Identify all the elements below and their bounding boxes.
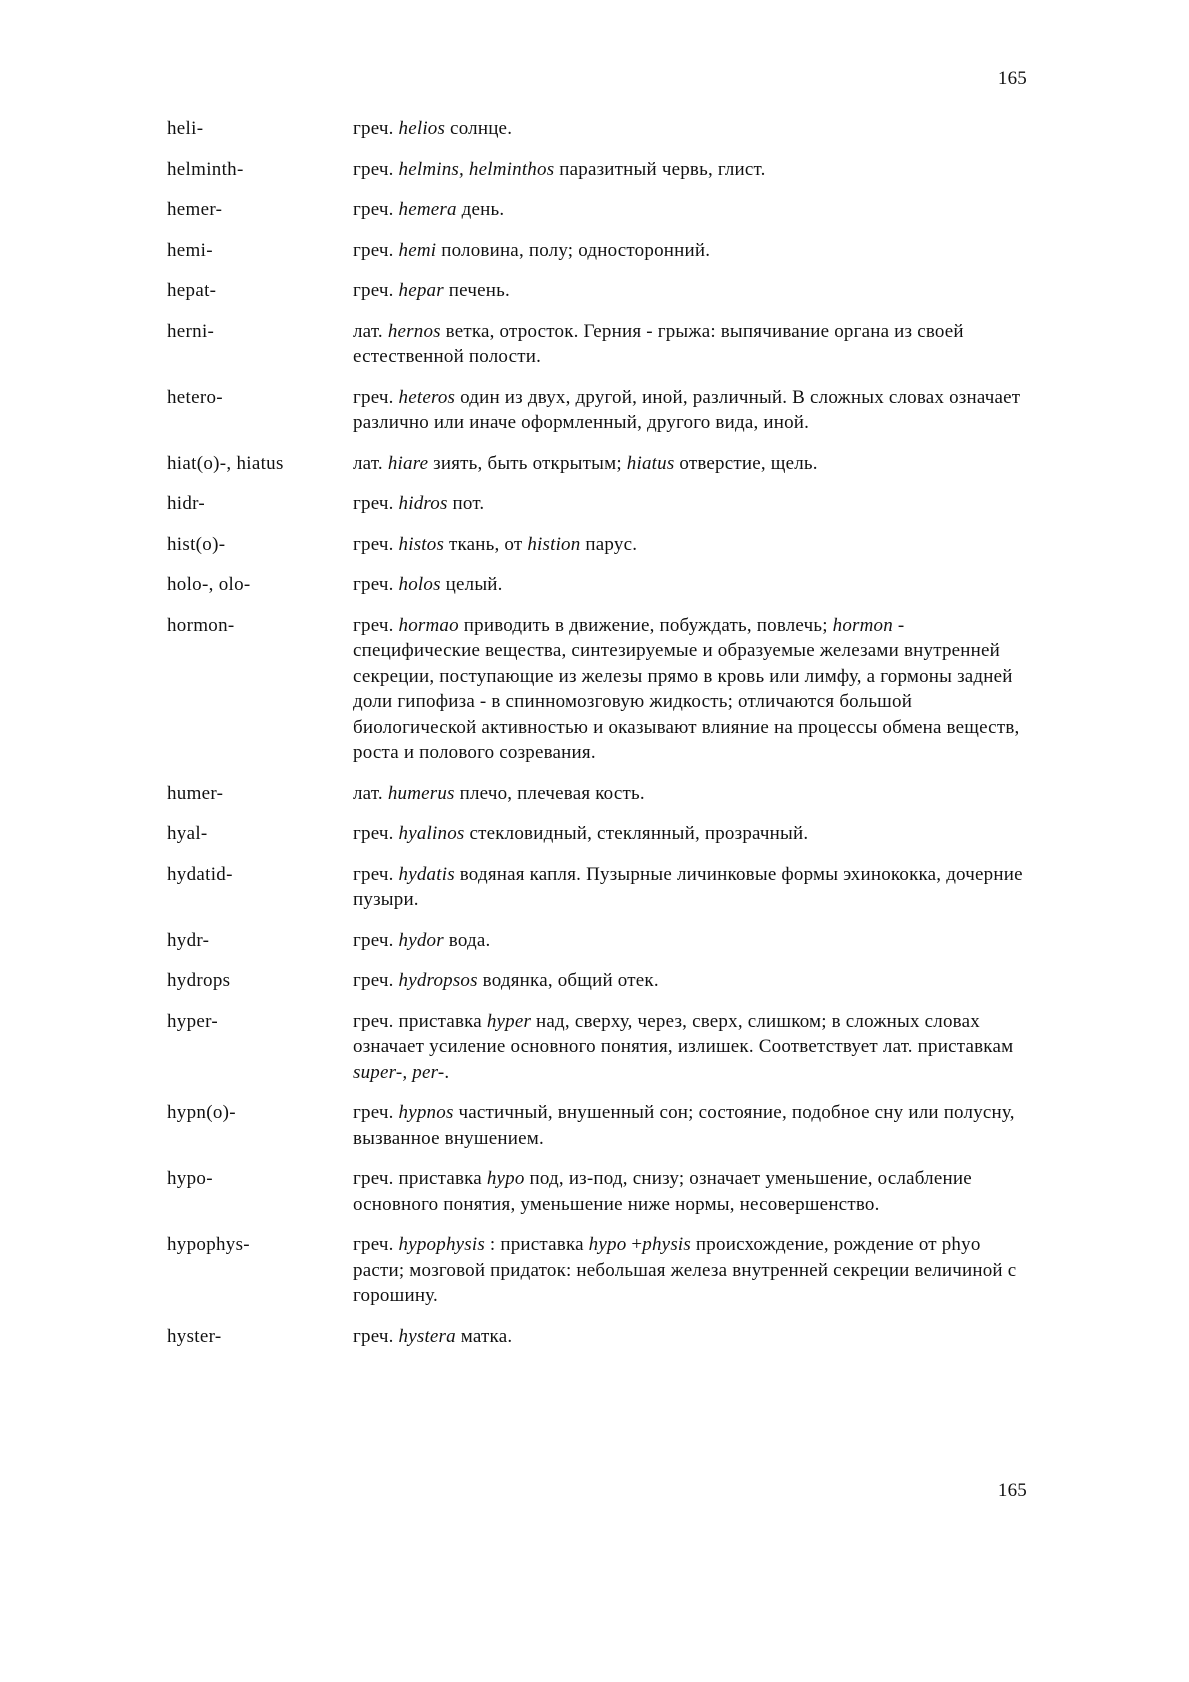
etymon-word: hydropsos bbox=[398, 970, 478, 991]
etymon-word: hydor bbox=[398, 929, 444, 951]
dictionary-entry bbox=[167, 385, 1027, 436]
definition-text: происхождение, рождение от phyo расти; мозговой придаток: небольшая железа внутренней секреции величиной с горошину. bbox=[353, 1234, 1017, 1306]
dictionary-entry bbox=[167, 928, 1027, 954]
entry-term: heli- bbox=[167, 118, 204, 139]
entry-definition bbox=[353, 1100, 1027, 1151]
entry-definition bbox=[353, 197, 1027, 223]
etymon-word: heteros bbox=[398, 386, 456, 408]
entry-term: hydatid- bbox=[167, 863, 233, 885]
dictionary-entry bbox=[167, 968, 1027, 994]
definition-text: греч. bbox=[353, 199, 399, 220]
definition-text: пот. bbox=[447, 493, 485, 514]
etymon-word: hernos bbox=[387, 320, 441, 342]
dictionary-entry bbox=[167, 821, 1027, 847]
dictionary-entry bbox=[167, 1100, 1027, 1151]
definition-text: - специфические вещества, синтезируемые и образуемые железами внутренней секреции, поступающие из железы прямо в кровь или лимфу, а гормоны задней доли гипофиза - в спинномозговую жидкость; отличаются большой биологической активностью и оказывают влияние на процессы обмена веществ, роста и полового созревания. bbox=[353, 614, 1020, 763]
definition-text: печень. bbox=[443, 280, 510, 301]
entry-definition bbox=[353, 1009, 1027, 1086]
entry-definition bbox=[353, 385, 1027, 436]
entry-term: hyper- bbox=[167, 1010, 219, 1032]
definition-text: один из двух, другой, иной, различный. В сложных словах означает различно или иначе оформленный, другого вида, иной. bbox=[353, 386, 1021, 433]
definition-text: над, сверху, через, сверх, слишком; в сложных словах означает усиление основного понятия, излишек. Соответствует лат. приставкам bbox=[353, 1010, 1014, 1057]
etymon-word: hidros bbox=[398, 493, 448, 514]
entry-term: hyal- bbox=[167, 823, 208, 844]
definition-text: греч. bbox=[353, 239, 399, 261]
definition-text: греч. bbox=[353, 1325, 399, 1347]
etymon-word: holos bbox=[398, 574, 441, 595]
entry-definition bbox=[353, 1324, 1027, 1350]
dictionary-entry bbox=[167, 532, 1027, 558]
dictionary-entry bbox=[167, 278, 1027, 304]
etymon-word: hormоп bbox=[832, 614, 893, 636]
etymon-word: hypnos bbox=[398, 1102, 454, 1123]
entry-term: hepat- bbox=[167, 280, 217, 301]
dictionary-entry bbox=[167, 781, 1027, 807]
entry-term: hydr- bbox=[167, 929, 210, 951]
entry-term: hemi- bbox=[167, 239, 213, 261]
definition-text: лат. bbox=[353, 320, 388, 342]
dictionary-entry bbox=[167, 862, 1027, 913]
definition-text: лат. bbox=[353, 782, 388, 804]
etymon-word: hypophysis bbox=[398, 1234, 485, 1255]
etymon-word: helmins, helminthos bbox=[398, 158, 555, 180]
etymon-word: humerus bbox=[387, 782, 455, 804]
dictionary-entry bbox=[167, 491, 1027, 517]
etymon-word: hormao bbox=[398, 614, 459, 636]
definition-text: вода. bbox=[443, 929, 491, 951]
entry-term: hemer- bbox=[167, 199, 223, 220]
dictionary-entry bbox=[167, 1232, 1027, 1309]
entry-definition bbox=[353, 278, 1027, 304]
entry-term: hiat(o)-, hiatus bbox=[167, 452, 284, 474]
definition-text: ткань, от bbox=[444, 533, 528, 555]
definition-text: греч. bbox=[353, 493, 399, 514]
definition-text: целый. bbox=[440, 574, 503, 595]
etymon-word: hypo bbox=[486, 1168, 525, 1189]
entry-definition bbox=[353, 319, 1027, 370]
entry-term: hydrops bbox=[167, 970, 231, 991]
definition-text: приводить в движение, побуждать, повлечь; bbox=[458, 614, 833, 636]
etymon-word: hepar bbox=[398, 280, 444, 301]
page-number-top: 165 bbox=[997, 68, 1027, 89]
entry-term: hidr- bbox=[167, 493, 206, 514]
dictionary-entry bbox=[167, 451, 1027, 477]
page-number-bottom: 165 bbox=[997, 1480, 1027, 1501]
entry-term: hypophys- bbox=[167, 1234, 250, 1255]
entry-definition bbox=[353, 821, 1027, 847]
definition-text: греч. bbox=[353, 1234, 399, 1255]
definition-text: греч. bbox=[353, 118, 399, 139]
definition-text: зиять, быть открытым; bbox=[428, 452, 627, 474]
etymon-word: hemera bbox=[398, 199, 457, 220]
definition-text: под, из-под, снизу; означает уменьшение, ослабление основного понятия, уменьшение ниже нормы, несовершенство. bbox=[353, 1168, 972, 1215]
dictionary-entry bbox=[167, 238, 1027, 264]
etymon-word: hyalinos bbox=[398, 823, 465, 844]
entry-term: hypn(o)- bbox=[167, 1102, 236, 1123]
definition-text: день. bbox=[456, 199, 505, 220]
entry-definition bbox=[353, 532, 1027, 558]
entry-definition bbox=[353, 781, 1027, 807]
dictionary-entries bbox=[167, 116, 1027, 1364]
definition-text: стекловидный, стеклянный, прозрачный. bbox=[464, 823, 809, 844]
entry-definition bbox=[353, 116, 1027, 142]
definition-text: лат. bbox=[353, 452, 388, 474]
definition-text: солнце. bbox=[445, 118, 513, 139]
definition-text: : приставка bbox=[484, 1234, 589, 1255]
etymon-word: physis bbox=[642, 1234, 691, 1255]
entry-term: hist(o)- bbox=[167, 533, 226, 555]
definition-text: водянка, общий отек. bbox=[477, 970, 659, 991]
definition-text: греч. bbox=[353, 158, 399, 180]
entry-term: herni- bbox=[167, 320, 215, 342]
dictionary-entry bbox=[167, 157, 1027, 183]
definition-text: матка. bbox=[455, 1325, 513, 1347]
definition-text: отверстие, щель. bbox=[674, 452, 818, 474]
entry-term: helminth- bbox=[167, 158, 244, 180]
entry-term: humer- bbox=[167, 782, 224, 804]
entry-definition bbox=[353, 451, 1027, 477]
etymon-word: hyper bbox=[486, 1010, 532, 1032]
etymon-word: histion bbox=[527, 533, 581, 555]
entry-term: hormon- bbox=[167, 614, 235, 636]
definition-text: греч. bbox=[353, 280, 399, 301]
entry-term: hypo- bbox=[167, 1168, 213, 1189]
definition-text: + bbox=[626, 1234, 643, 1255]
etymon-word: hiatus bbox=[626, 452, 675, 474]
dictionary-entry bbox=[167, 1009, 1027, 1086]
entry-definition bbox=[353, 928, 1027, 954]
definition-text: греч. bbox=[353, 574, 399, 595]
entry-definition bbox=[353, 157, 1027, 183]
entry-definition bbox=[353, 862, 1027, 913]
definition-text: греч. bbox=[353, 533, 399, 555]
definition-text: водяная капля. Пузырные личинковые формы эхинококка, дочерние пузыри. bbox=[353, 863, 1023, 910]
definition-text: греч. bbox=[353, 1102, 399, 1123]
entry-term: holo-, olo- bbox=[167, 574, 251, 595]
dictionary-entry bbox=[167, 572, 1027, 598]
definition-text: греч. bbox=[353, 614, 399, 636]
definition-text: греч. приставка bbox=[353, 1010, 487, 1032]
definition-text: греч. приставка bbox=[353, 1168, 487, 1189]
entry-definition bbox=[353, 613, 1027, 766]
etymon-word: hydatis bbox=[398, 863, 455, 885]
etymon-word: hiare bbox=[387, 452, 429, 474]
entry-definition bbox=[353, 968, 1027, 994]
definition-text: греч. bbox=[353, 823, 399, 844]
dictionary-entry bbox=[167, 197, 1027, 223]
entry-definition bbox=[353, 572, 1027, 598]
entry-definition bbox=[353, 491, 1027, 517]
etymon-word: histos bbox=[398, 533, 445, 555]
entry-definition bbox=[353, 1232, 1027, 1309]
dictionary-entry bbox=[167, 613, 1027, 766]
definition-text: греч. bbox=[353, 929, 399, 951]
definition-text: греч. bbox=[353, 863, 399, 885]
entry-definition bbox=[353, 238, 1027, 264]
definition-text: . bbox=[444, 1061, 450, 1083]
definition-text: половина, полу; односторонний. bbox=[436, 239, 711, 261]
dictionary-entry bbox=[167, 1324, 1027, 1350]
definition-text: плечо, плечевая кость. bbox=[454, 782, 645, 804]
dictionary-entry bbox=[167, 319, 1027, 370]
etymon-word: super-, per- bbox=[353, 1061, 445, 1083]
entry-term: hetero- bbox=[167, 386, 223, 408]
definition-text: греч. bbox=[353, 386, 399, 408]
etymon-word: hemi bbox=[398, 239, 437, 261]
entry-term: hyster- bbox=[167, 1325, 222, 1347]
etymon-word: hystera bbox=[398, 1325, 456, 1347]
dictionary-entry bbox=[167, 1166, 1027, 1217]
etymon-word: helios bbox=[398, 118, 446, 139]
definition-text: частичный, внушенный сон; состояние, подобное сну или полусну, вызванное внушением. bbox=[353, 1102, 1015, 1149]
definition-text: греч. bbox=[353, 970, 399, 991]
definition-text: парус. bbox=[580, 533, 638, 555]
definition-text: паразитный червь, глист. bbox=[554, 158, 766, 180]
entry-definition bbox=[353, 1166, 1027, 1217]
dictionary-entry bbox=[167, 116, 1027, 142]
etymon-word: hypo bbox=[588, 1234, 627, 1255]
definition-text: ветка, отросток. Герния - грыжа: выпячивание органа из своей естественной полости. bbox=[353, 320, 964, 367]
